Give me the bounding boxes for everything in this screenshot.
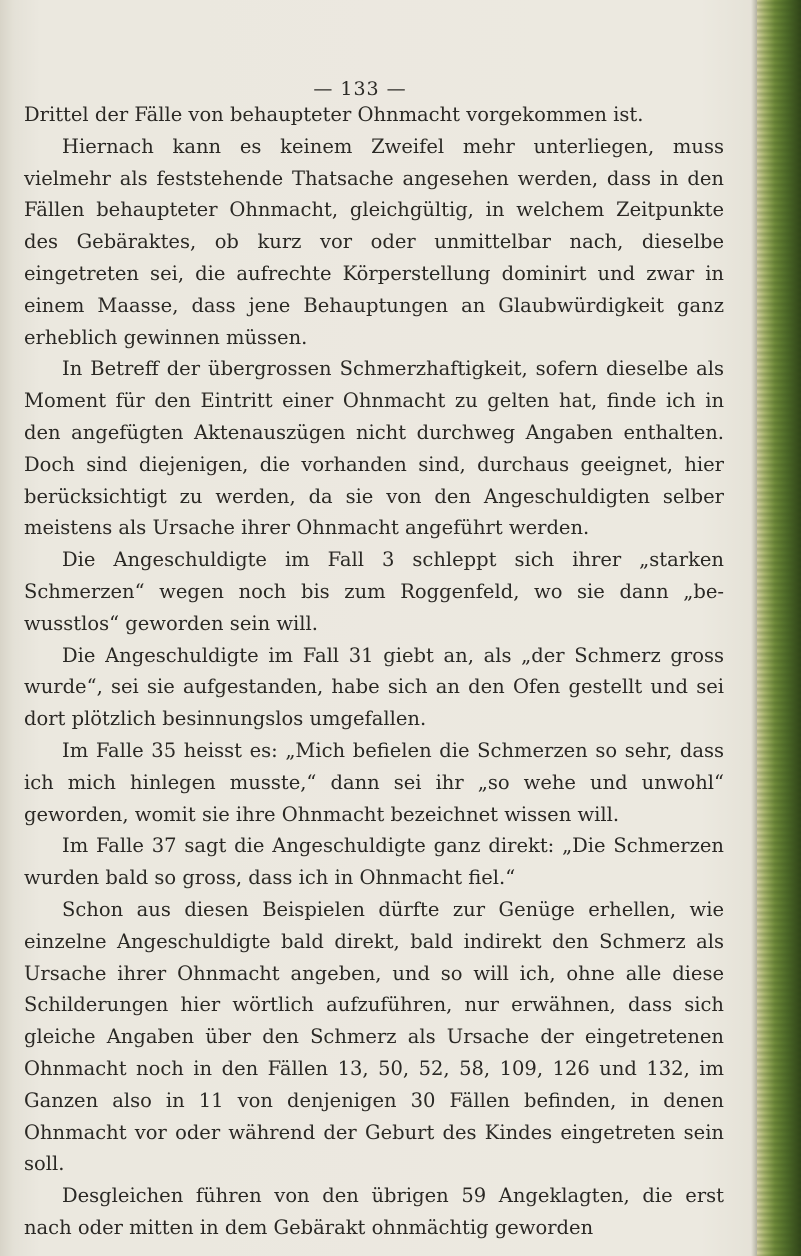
paragraph-7: Im Falle 37 sagt die Angeschuldigte ganz direkt: „Die Schmerzen wurden bald so gross, dass ich in Ohnmacht fiel.“ bbox=[24, 834, 724, 890]
paragraph-2: Hiernach kann es keinem Zweifel mehr unterliegen, muss vielmehr als feststehende Thatsache angesehen werden, dass in den Fällen behaupteter Ohnmacht, gleichgültig, in welchem Zeitpunkte des Gebäraktes, ob kurz vor oder unmittelbar nach, dieselbe eingetreten sei, die aufrechte Körperstellung dominirt und zwar in einem Maasse, dass jene Behauptungen an Glaubwürdigkeit ganz erheblich gewinnen müssen. bbox=[24, 134, 724, 349]
paragraph-4: Die Angeschuldigte im Fall 3 schleppt sich ihrer „starken Schmerzen“ wegen noch bis zum Roggenfeld, wo sie dann „bewusstlos“ geworden sein will. bbox=[24, 548, 724, 635]
paragraph-5: Die Angeschuldigte im Fall 31 giebt an, als „der Schmerz gross wurde“, sei sie aufgestanden, habe sich an den Ofen gestellt und sei dort plötzlich besinnungslos umgefallen. bbox=[24, 643, 724, 731]
paragraph-9: Desgleichen führen von den übrigen 59 Angeklagten, die erst nach oder mitten in dem Gebärakt ohnmächtig geworden bbox=[24, 1184, 724, 1239]
paragraph-3: In Betreff der übergrossen Schmerzhaftigkeit, sofern dieselbe als Moment für den Eintritt einer Ohnmacht zu gelten hat, finde ich in den angefügten Aktenauszügen nicht durchweg Angaben enthalten. Doch sind diejenigen, die vorhanden sind, durchaus geeignet, hier berücksichtigt zu werden, da sie von den Angeschuldigten selber meistens als Ursache ihrer Ohnmacht angeführt werden. bbox=[24, 357, 724, 540]
paragraph-6: Im Falle 35 heisst es: „Mich befielen die Schmerzen so sehr, dass ich mich hinlegen musste,“ dann sei ihr „so wehe und unwohl“ geworden, womit sie ihre Ohnmacht bezeichnet wissen will. bbox=[24, 738, 724, 826]
paragraph-1: Drittel der Fälle von behaupteter Ohnmacht vorgekommen ist. bbox=[24, 103, 644, 126]
page-number: — 133 — bbox=[313, 78, 407, 100]
body-text bbox=[24, 99, 724, 1244]
book-binding bbox=[757, 0, 801, 1256]
paragraph-8: Schon aus diesen Beispielen dürfte zur Genüge erhellen, wie einzelne Angeschuldigte bald direkt, bald indirekt den Schmerz als Ursache ihrer Ohnmacht angeben, und so will ich, ohne alle diese Schilderungen hier wörtlich aufzuführen, nur erwähnen, dass sich gleiche Angaben über den Schmerz als Ursache der eingetretenen Ohnmacht noch in den Fällen 13, 50, 52, 58, 109, 126 und 132, im Ganzen also in 11 von denjenigen 30 Fällen befinden, in denen Ohnmacht vor oder während der Geburt des Kindes eingetreten sein soll. bbox=[24, 897, 724, 1176]
